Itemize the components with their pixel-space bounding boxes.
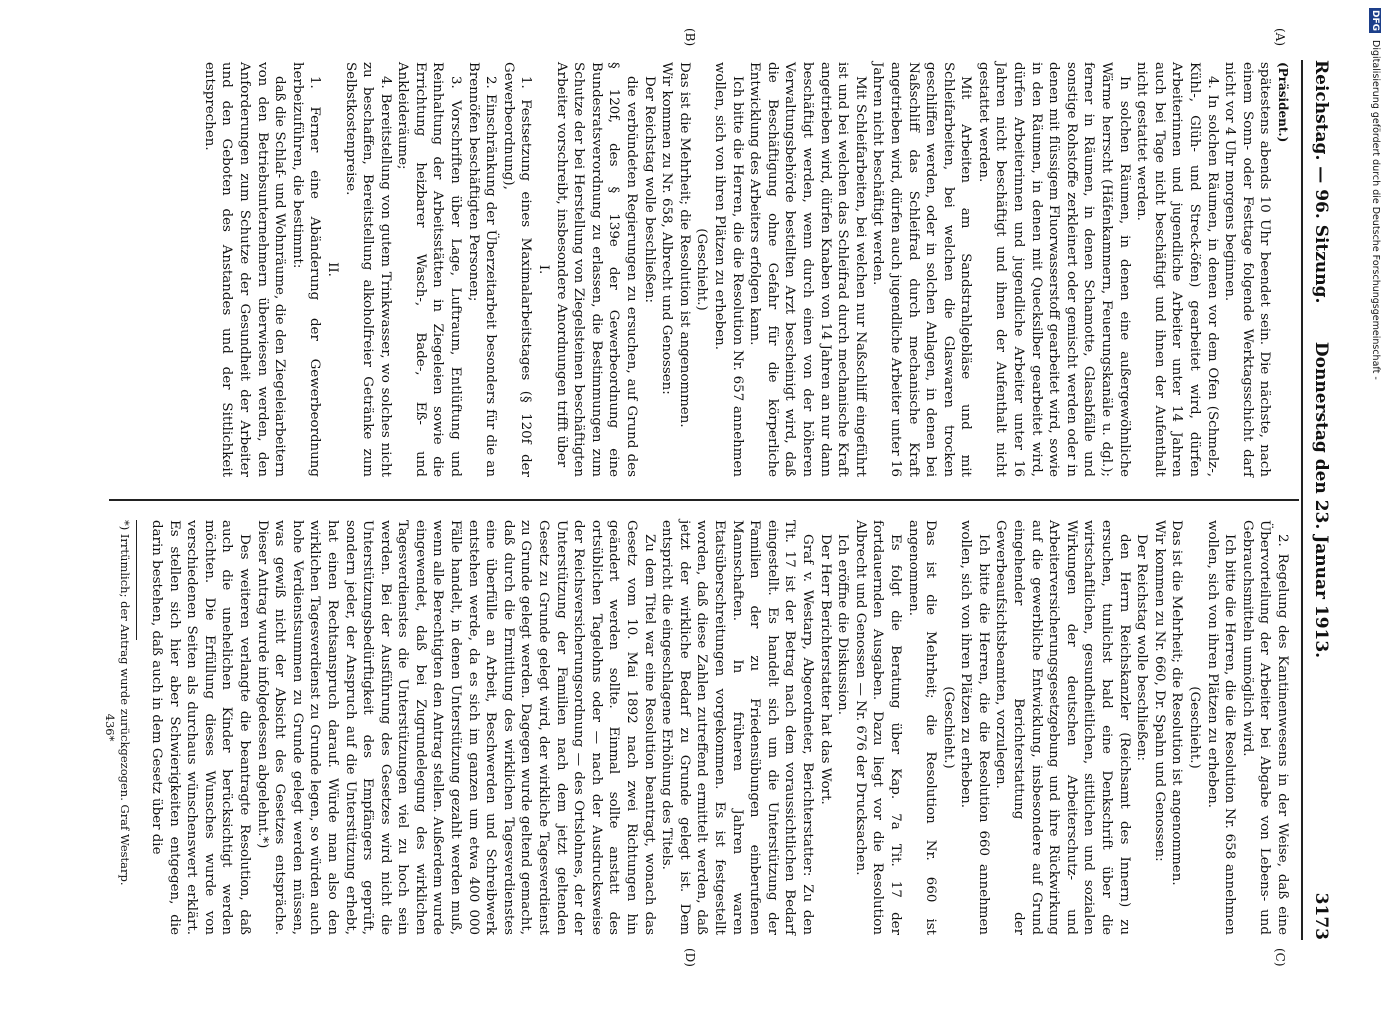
paragraph: die verbündeten Regierungen zu ersuchen, auf Grund des § 120f, des § 139e der Gewerbeordnung eine Bundesratsverordnung zu erlassen, die Bestimmungen zum Schutze der bei Herstellung von Ziegelsteinen beschäftigten Arbeiter vorschreibt, insbesondere Anordnungen trifft über — [553, 62, 640, 477]
margin-letter-c: (C) — [1273, 948, 1287, 967]
page-number: 3173 — [1311, 892, 1331, 940]
margin-letter-a: (A) — [1273, 28, 1287, 47]
digitization-credit: Digitalisierung gefördert durch die Deutsche Forschungsgemeinschaft - — [1370, 40, 1381, 380]
list-item: 2. Einschränkung der Überzeitarbeit besonders für die an Brennöfen beschäftigten Personen; — [465, 62, 499, 477]
paragraph: Wir kommen zu Nr. 660, Dr. Spahn und Genossen: — [1151, 520, 1167, 862]
paragraph: den Herrn Reichskanzler (Reichsamt des Innern) zu ersuchen, tunlichst bald eine Denkschrift über die wirtschaftlichen, gesundheitlichen, sittlichen und sozialen Wirkungen der deutschen Arbeiterschutz- und Arbeiterversicherungsgesetzgebung und ihre Rückwirkung auf die gewerbliche Entwicklung, insbesondere auf Grund eingehender Berichterstattung der Gewerbeaufsichtsbeamten, vorzulegen. — [993, 520, 1132, 935]
paragraph: Des weiteren verlangte die beantragte Resolution, daß auch die unehelichen Kinder berücksichtigt werden möchten. Die Erfüllung dieses Wunsches wurde von verschiedenen Seiten als durchaus wünschenswert erklärt. Es stellen sich hier aber Schwierigkeiten entgegen, die darin bestehen, daß auch in dem Gesetz über die — [149, 520, 252, 935]
list-item: 3. Vorschriften über Lage, Luftraum, Entlüftung und Reinhaltung der Arbeitsstätten in Ziegeleien sowie die Errichtung heizbarer Wasch-, Bade-, Eß- und Ankleideräume; — [395, 62, 464, 477]
footnote: *) Irrtümlich; der Antrag wurde zurückgezogen. Graf Westarp. — [118, 520, 133, 886]
column-divider — [109, 499, 1299, 501]
paragraph: In solchen Räumen, in denen eine außergewöhnliche Wärme herrscht (Häfenkammern, Feuerungskanäle u. dgl.); ferner in Räumen, in denen Schamotte, Glasabfälle und sonstige Rohstoffe zerkleinert oder gemischt werden oder in denen mit flüssigem Fluorwasserstoff gearbeitet wird, sowie in den Räumen, in denen mit Quecksilber gearbeitet wird, dürfen Arbeiterinnen und jugendliche Arbeiter unter 16 Jahren nicht beschäftigt und ihnen der Aufenthalt nicht gestattet werden. — [975, 62, 1132, 477]
paragraph: Graf v. Westarp, Abgeordneter, Berichterstatter: Zu den Tit. 17 ist der Betrag nach dem voraussichtlichen Bedarf eingestellt. Es handelt sich um die Unterstützung der Familien der zu Friedensübungen einberufenen Mannschaften. In früheren Jahren waren Etatsüberschreitungen vorgekommen. Es ist festgestellt worden, daß diese Zahlen zutreffend ermittelt werden, daß jetzt der wirkliche Bedarf zu Grunde gelegt ist. Dem entspricht die eingeschlagene Erhöhung des Titels. — [659, 520, 815, 935]
margin-letter-b: (B) — [683, 28, 697, 47]
paragraph: Ich bitte die Herren, die die Resolution Nr. 658 annehmen wollen, sich von ihren Plätzen zu erheben. — [1204, 520, 1238, 935]
credit-strip — [1367, 8, 1381, 998]
paragraph: Der Reichstag wolle beschließen: — [1134, 534, 1150, 762]
paragraph: Mit Arbeiten am Sandstrahlgebläse und mit Schleifarbeiten, bei welchen die Glaswaren trocken geschliffen werden, oder in solchen Anlagen, in denen bei Naßschliff das Schleifrad durch mechanische Kraft angetrieben wird, dürfen auch jugendliche Arbeiter unter 16 Jahren nicht beschäftigt werden. — [870, 62, 974, 477]
paragraph: Mit Schleifarbeiten, bei welchen nur Naßschliff eingeführt ist und bei welchen das Schleifrad durch mechanische Kraft angetrieben wird, dürfen Knaben von 14 Jahren an nur dann beschäftigt werden, wenn durch einen von der höheren Verwaltungsbehörde bestellten Arzt bescheinigt wird, daß die Beschäftigung ohne Gefahr für die körperliche Entwicklung des Arbeiters erfolgen kann. — [747, 62, 868, 477]
paragraph: Das ist die Mehrheit; die Resolution ist angenommen. — [676, 62, 692, 428]
paragraph: Ich eröffne die Diskussion. — [835, 534, 851, 716]
paragraph: Ich bitte die Herren, die die Resolution Nr. 657 annehmen wollen, sich von ihren Plätzen zu erheben. — [712, 62, 745, 477]
paragraph: spätestens abends 10 Uhr beendet sein. Die nächste, nach einem Sonn- oder Festtage folgende Werktagsschicht darf nicht vor 4 Uhr morgens beginnen. — [1222, 62, 1273, 477]
paragraph: Wir kommen zu Nr. 658, Albrecht und Genossen: — [659, 62, 675, 395]
paragraph: Zu dem Titel war eine Resolution beantragt, wonach das Gesetz vom 10. Mai 1892 nach zwei Richtungen hin geändert werden sollte. Einmal sollte anstatt des ortsüblichen Tagelohns oder — nach der Ausdrucksweise der Reichsversicherungsordnung — des Ortslohnes, der der Unterstützung der Familien nach dem jetzt geltenden Gesetz zu Grunde gelegt wird, der wirkliche Tagesverdienst zu Grunde gelegt werden. Dagegen wurde geltend gemacht, daß durch die Ermittlung des wirklichen Tagesverdienstes eine überfülle an Arbeit, Beschwerden und Schreibwerk entstehen werde, da es sich im ganzen um etwa 400 000 Fälle handelt, in denen Unterstützung gezahlt werden muß, wenn alle Berechtigten den Antrag stellen. Außerdem wurde eingewendet, daß bei Zugrundelegung des wirklichen Tagesverdienstes die Unterstützungen viel zu hoch sein werden. Bei der Ausführung des Gesetzes wird nicht die Unterstützungsbedürftigkeit des Empfängers geprüft, sondern jeder, der Anspruch auf die Unterstützung erhebt, hat einen Rechtsanspruch darauf. Würde man also den wirklichen Tagesverdienst zu Grunde legen, so würden auch hohe Verdienstsummen zu Grunde gelegt werden müssen, was gewiß nicht der Absicht des Gesetzes entspräche. Dieser Antrag wurde infolgedessen abgelehnt.*) — [254, 520, 657, 935]
paragraph: (Geschieht.) — [940, 686, 956, 769]
speaker-label: (Präsident.) — [1276, 62, 1290, 143]
paragraph: Das ist die Mehrheit; die Resolution Nr. 660 ist angenommen. — [905, 520, 939, 935]
header-date: Donnerstag den 23. Januar 1913. — [1311, 341, 1331, 659]
paragraph: (Geschieht.) — [1187, 686, 1203, 769]
right-column — [102, 520, 1291, 935]
margin-letter-d: (D) — [683, 948, 697, 967]
paragraph: daß die Schlaf- und Wohnräume, die den Ziegeleiarbeitern von den Betriebsunternehmern überwiesen werden, den Anforderungen zum Schutze der Gesundheit der Arbeiter und den Geboten des Anstandes und der Sittlichkeit entsprechen. — [201, 62, 288, 477]
dfg-logo: DFG — [1370, 10, 1380, 32]
paragraph: Das ist die Mehrheit; die Resolution ist angenommen. — [1169, 520, 1185, 886]
list-item: 1. Ferner eine Abänderung der Gewerbeordnung herbeizuführen, die bestimmt: — [289, 62, 323, 477]
footnote-ref: 436* — [103, 713, 118, 742]
left-column — [200, 62, 1291, 477]
paragraph: Der Reichstag wolle beschließen: — [641, 76, 657, 304]
header-left: Reichstag. — 96. Sitzung. — [1311, 60, 1331, 304]
header-rule — [1301, 60, 1303, 940]
list-item: 4. Bereitstellung von gutem Trinkwasser, wo solches nicht zu beschaffen, Bereitstellung alkoholfreier Getränke zum Selbstkostenpreise. — [342, 62, 393, 477]
section-numeral: II. — [324, 262, 340, 277]
page-header — [1305, 60, 1331, 940]
paragraph: Ich bitte die Herren, die die Resolution 660 annehmen wollen, sich von ihren Plätzen zu erheben. — [958, 520, 991, 935]
paragraph: 4. In solchen Räumen, in denen vor dem Ofen (Schmelz-, Kühl-, Glüh- und Streck-öfen) gearbeitet wird, dürfen Arbeiterinnen und jugendliche Arbeiter unter 14 Jahren auch bei Tage nicht beschäftigt und ihnen der Aufenthalt nicht gestattet werden. — [1134, 62, 1220, 477]
list-item: 1. Festsetzung eines Maximalarbeitstages (§ 120f der Gewerbeordnung), — [500, 62, 534, 477]
paragraph: Es folgt die Beratung über Kap. 7a Tit. 17 der fortdauernden Ausgaben. Dazu liegt vor die Resolution Albrecht und Genossen — Nr. 676 der Drucksachen. — [852, 520, 903, 935]
list-item: 2. Regelung des Kantinenwesens in der Weise, daß eine Übervorteilung der Arbeiter bei Abgabe von Lebens- und Gebrauchsmitteln unmöglich wird. — [1239, 520, 1290, 935]
paragraph: (Geschieht.) — [694, 228, 710, 311]
section-numeral: I. — [536, 264, 552, 275]
footnote-rule — [136, 520, 137, 640]
paragraph: Der Herr Berichterstatter hat das Wort. — [817, 534, 833, 805]
